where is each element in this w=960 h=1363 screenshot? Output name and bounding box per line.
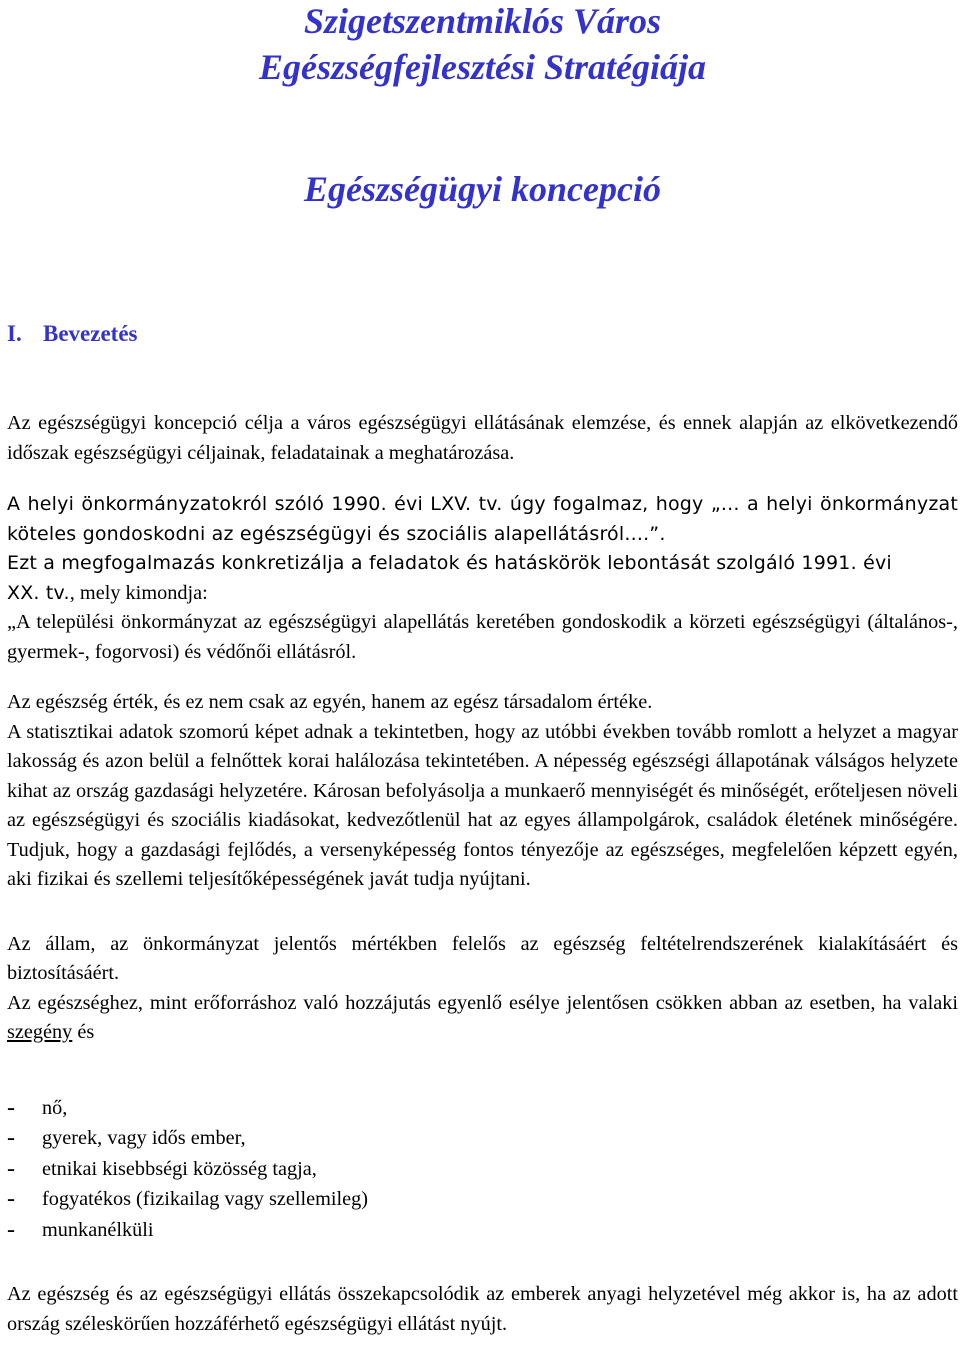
dash-bullet: - [7,1186,15,1212]
list-item [7,1093,958,1124]
list-item [7,1184,958,1215]
section-title: Bevezetés [43,321,138,346]
paragraph-purpose: Az egészségügyi koncepció célja a város egészségügyi ellátásának elemzése, és ennek alapján az elkövetkezendő időszak egészségügyi céljainak, feladatainak a meghatározása. [7,412,958,464]
access-text-start: Az egészséghez, mint erőforráshoz való hozzájutás egyenlő esélye jelentősen csökken abban az esetben, ha valaki [7,991,958,1014]
dash-bullet: - [7,1216,15,1243]
dash-bullet: - [7,1125,15,1151]
legal-1991-rest: , mely kimondja: [69,581,208,604]
dash-bullet: - [7,1155,15,1182]
dash-bullet: - [7,1094,15,1121]
section-number: I. [7,321,22,346]
list-item-text: nő, [42,1096,68,1119]
list-item-text: gyerek, vagy idős ember, [42,1127,246,1149]
access-underlined-word: szegény [7,1021,73,1043]
legal-quote-1990: A helyi önkormányzatokról szóló 1990. évi LXV. tv. úgy fogalmaz, hogy „... a helyi önkormányzat köteles gondoskodni az egészségügyi és szociális alapellátásról....”. [7,493,958,545]
list-item [7,1154,958,1185]
legal-1991-ref: XX. tv. [7,581,70,604]
title-line-1: Szigetszentmiklós Város [303,1,662,41]
disadvantaged-list [7,1093,958,1246]
legal-concretization: Ezt a megfogalmazás konkretizálja a feladatok és hatáskörök lebontását szolgáló 1991. évi [7,552,892,574]
legal-1991-line [7,579,958,609]
list-item-text: fogyatékos (fizikailag vagy szellemileg) [42,1188,369,1210]
list-item-text: etnikai kisebbségi közösség tagja, [42,1157,317,1180]
paragraph-access [7,989,958,1048]
list-item [7,1123,958,1154]
paragraph-statistics: A statisztikai adatok szomorú képet adnak a tekintetben, hogy az utóbbi években tovább romlott a helyzet a magyar lakosság és azon belül a felnőttek korai halálozása tekintetében. A népesség egészségi állapotának válságos helyzete kihat az ország gazdasági helyzetére. Károsan befolyásolja a munkaerő mennyiségét és minőségét, erőteljesen növeli az egészségügyi és szociális kiadásokat, kedvezőtlenül hat az egyes állampolgárok, családok életének minőségére. Tudjuk, hogy a gazdasági fejlődés, a versenyképesség fontos tényezője az egészséges, megfelelően képzett egyén, aki fizikai és szellemi teljesítőképességének javát tudja nyújtani. [7,720,958,890]
document-title [7,0,958,90]
document-page [7,0,958,1339]
paragraph-responsibility: Az állam, az önkormányzat jelentős mértékben felelős az egészség feltételrendszerének kialakításáért és biztosításáért. [7,932,958,984]
legal-quote-1991: „A települési önkormányzat az egészségügyi alapellátás keretében gondoskodik a körzeti egészségügyi (általános-, gyermek-, fogorvosi) és védőnői ellátásról. [7,611,958,663]
document-subtitle: Egészségügyi koncepció [304,169,661,209]
paragraph-legal-basis [7,490,958,667]
list-item-text: munkanélküli [42,1218,154,1241]
access-text-end: és [77,1021,95,1043]
paragraph-value: Az egészség érték, és ez nem csak az egyén, hanem az egész társadalom értéke. [7,691,653,713]
paragraph-closing: Az egészség és az egészségügyi ellátás összekapcsolódik az emberek anyagi helyzetével még akkor is, ha az adott ország széleskörűen hozzáférhető egészségügyi ellátást nyújt. [7,1283,958,1335]
title-line-2: Egészségfejlesztési Stratégiája [259,47,706,87]
section-heading [7,319,958,349]
list-item [7,1215,958,1246]
